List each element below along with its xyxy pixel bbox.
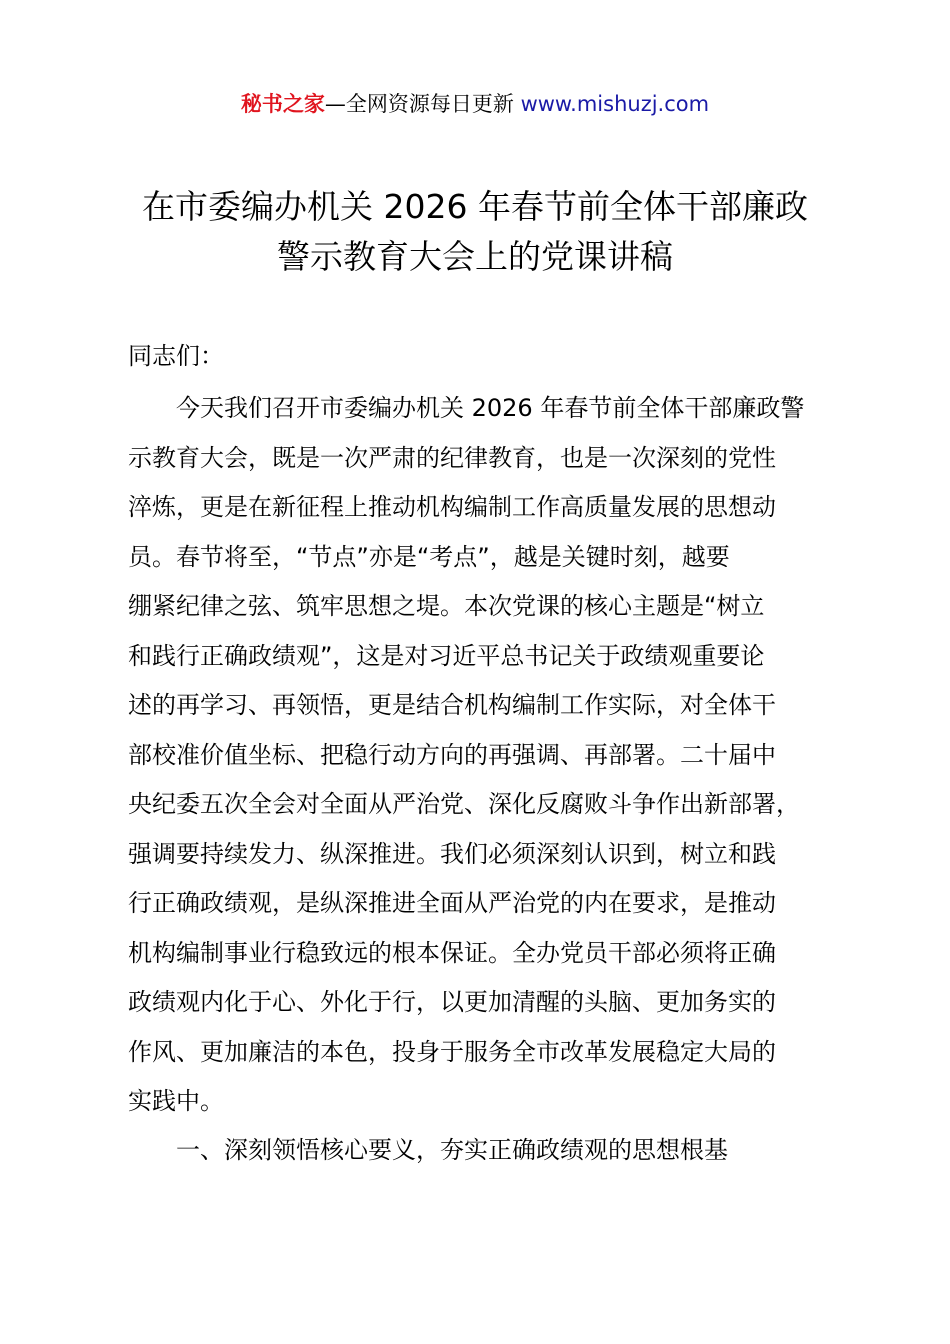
salutation: 同志们： bbox=[128, 342, 224, 370]
paragraph-line: 淬炼，更是在新征程上推动机构编制工作高质量发展的思想动 bbox=[128, 493, 776, 521]
paragraph-line: 述的再学习、再领悟，更是结合机构编制工作实际，对全体干 bbox=[128, 691, 776, 719]
paragraph-line: 和践行正确政绩观”，这是对习近平总书记关于政绩观重要论 bbox=[128, 641, 765, 670]
paragraph-line: 今天我们召开市委编办机关 2026 年春节前全体干部廉政警 bbox=[176, 394, 805, 422]
paragraph-line: 作风、更加廉洁的本色，投身于服务全市改革发展稳定大局的 bbox=[128, 1037, 776, 1066]
site-brand: 秘书之家 bbox=[240, 92, 325, 116]
paragraph-line: 机构编制事业行稳致远的根本保证。全办党员干部必须将正确 bbox=[128, 938, 776, 967]
section-heading-1: 一、深刻领悟核心要义，夯实正确政绩观的思想根基 bbox=[176, 1136, 728, 1164]
paragraph-line: 示教育大会，既是一次严肃的纪律教育，也是一次深刻的党性 bbox=[128, 443, 776, 472]
opening-paragraph bbox=[128, 384, 834, 1127]
document-title bbox=[100, 182, 850, 282]
document-title-line-2: 警示教育大会上的党课讲稿 bbox=[277, 237, 673, 276]
site-url[interactable]: www.mishuzj.com bbox=[520, 92, 710, 116]
paragraph-line: 政绩观内化于心、外化于行，以更加清醒的头脑、更加务实的 bbox=[128, 988, 776, 1016]
paragraph-line: 员。春节将至，“节点”亦是“考点”，越是关键时刻，越要 bbox=[128, 542, 730, 571]
paragraph-line: 绷紧纪律之弦、筑牢思想之堤。本次党课的核心主题是“树立 bbox=[128, 592, 765, 620]
site-header bbox=[0, 88, 950, 120]
paragraph-line: 行正确政绩观，是纵深推进全面从严治党的内在要求，是推动 bbox=[128, 889, 776, 917]
site-tagline: —全网资源每日更新 bbox=[324, 92, 521, 116]
paragraph-line: 强调要持续发力、纵深推进。我们必须深刻认识到，树立和践 bbox=[128, 839, 776, 868]
document-title-line-1: 在市委编办机关 2026 年春节前全体干部廉政 bbox=[142, 187, 808, 226]
paragraph-line: 实践中。 bbox=[128, 1087, 224, 1115]
paragraph-line: 部校准价值坐标、把稳行动方向的再强调、再部署。二十届中 bbox=[128, 740, 776, 769]
paragraph-line: 央纪委五次全会对全面从严治党、深化反腐败斗争作出新部署， bbox=[128, 790, 800, 818]
